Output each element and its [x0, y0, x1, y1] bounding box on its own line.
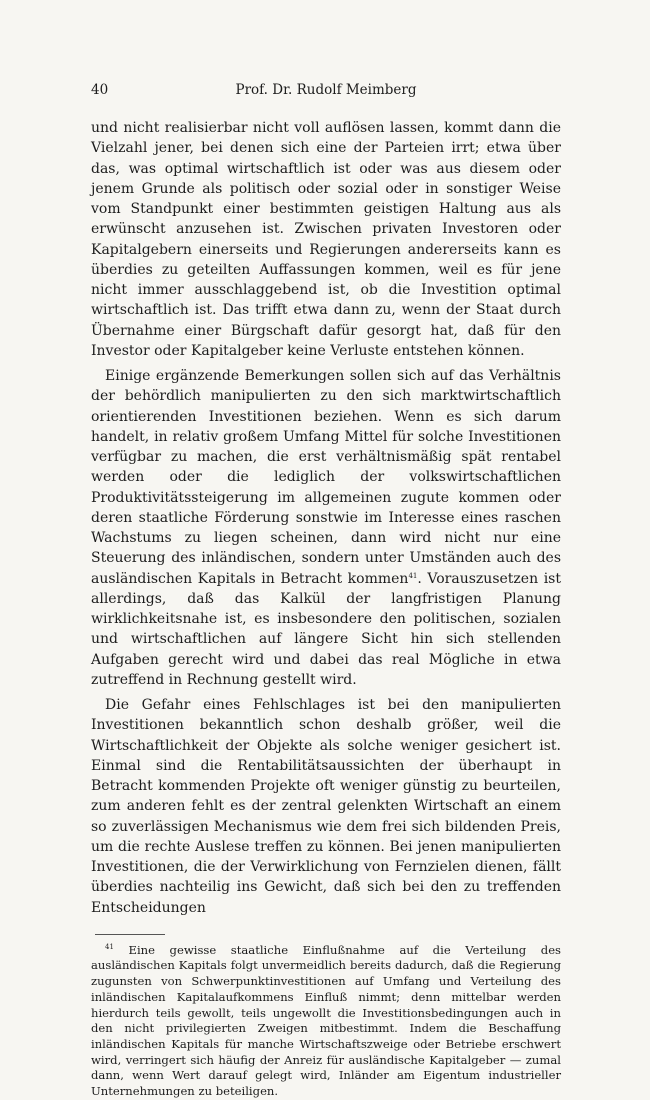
running-head: Prof. Dr. Rudolf Meimberg: [235, 82, 417, 98]
footnote: [91, 943, 561, 1100]
footnote-divider: [95, 934, 165, 935]
paragraph-text: Einige ergänzende Bemerkungen sollen sich auf das Verhältnis der behördlich manipulierten zu den sich marktwirtschaftlich orientierenden Investitionen beziehen. Wenn es sich darum handelt, in relativ großem Umfang Mittel für solche Investitionen verfügbar zu machen, die erst verhältnismäßig spät rentabel werden oder die lediglich der volkswirtschaftlichen Produktivitätssteigerung im allgemeinen zugute kommen oder deren staatliche Förderung sonstwie im Interesse eines raschen Wachstums zu liegen scheinen, dann wird nicht nur eine Steuerung des inländischen, sondern unter Umständen auch des ausländischen Kapitals in Betracht kommen: [91, 368, 561, 587]
paragraph-text: . Vorauszusetzen ist allerdings, daß das Kalkül der langfristigen Planung wirklichkeitsnahe ist, es insbesondere den politischen, sozialen und wirtschaftlichen auf längere Sicht hin sich stellenden Aufgaben gerecht wird und dabei das real Mögliche in etwa zutreffend in Rechnung gestellt wird.: [91, 570, 561, 688]
page-number: 40: [91, 82, 109, 98]
paragraph: [91, 366, 561, 690]
paragraph: Die Gefahr eines Fehlschlages ist bei den manipulierten Investitionen bekanntlich schon deshalb größer, weil die Wirtschaftlichkeit der Objekte als solche weniger gesichert ist. Einmal sind die Rentabilitätsaussichten der überhaupt in Betracht kommenden Projekte oft weniger günstig zu beurteilen, zum anderen fehlt es der zentral gelenkten Wirtschaft an einem so zuverlässigen Mechanismus wie dem frei sich bildenden Preis, um die rechte Auslese treffen zu können. Bei jenen manipulierten Investitionen, die der Verwirklichung von Fernzielen dienen, fällt überdies nachteilig ins Gewicht, daß sich bei den zu treffenden Entscheidungen: [91, 697, 561, 916]
paragraph: und nicht realisierbar nicht voll auflösen lassen, kommt dann die Vielzahl jener, bei denen sich eine der Parteien irrt; etwa über das, was optimal wirtschaftlich ist oder was aus diesem oder jenem Grunde als politisch oder sozial oder in sonstiger Weise vom Standpunkt einer bestimmten geistigen Haltung aus als erwünscht anzusehen ist. Zwischen privaten Investoren oder Kapitalgebern einerseits und Regierungen andererseits kann es überdies zu geteilten Auffassungen kommen, weil es für jene nicht immer ausschlaggebend ist, ob die Investition optimal wirtschaftlich ist. Das trifft etwa dann zu, wenn der Staat durch Übernahme einer Bürgschaft dafür gesorgt hat, daß für den Investor oder Kapitalgeber keine Verluste entstehen können.: [91, 120, 561, 359]
footnote-text: Eine gewisse staatliche Einflußnahme auf die Verteilung des ausländischen Kapitals folgt unvermeidlich bereits dadurch, daß die Regierung zugunsten von Schwerpunktinvestitionen auf Umfang und Verteilung des inländischen Kapitalaufkommens Einfluß nimmt; denn mittelbar werden hierdurch teils gewollt, teils ungewollt die Investitionsbedingungen auch in den nicht privilegierten Zweigen mitbestimmt. Indem die Beschaffung inländischen Kapitals für manche Wirtschaftszweige oder Betriebe erschwert wird, verringert sich häufig der Anreiz für ausländische Kapitalgeber — zumal dann, wenn Wert darauf gelegt wird, Inländer am Eigentum industrieller Unternehmungen zu beteiligen.: [91, 942, 562, 1099]
body-text: [91, 118, 561, 918]
footnote-marker: 41: [105, 942, 114, 951]
footnote-reference[interactable]: 41: [408, 571, 418, 580]
book-page: [91, 82, 561, 1100]
page-header: [91, 82, 561, 104]
